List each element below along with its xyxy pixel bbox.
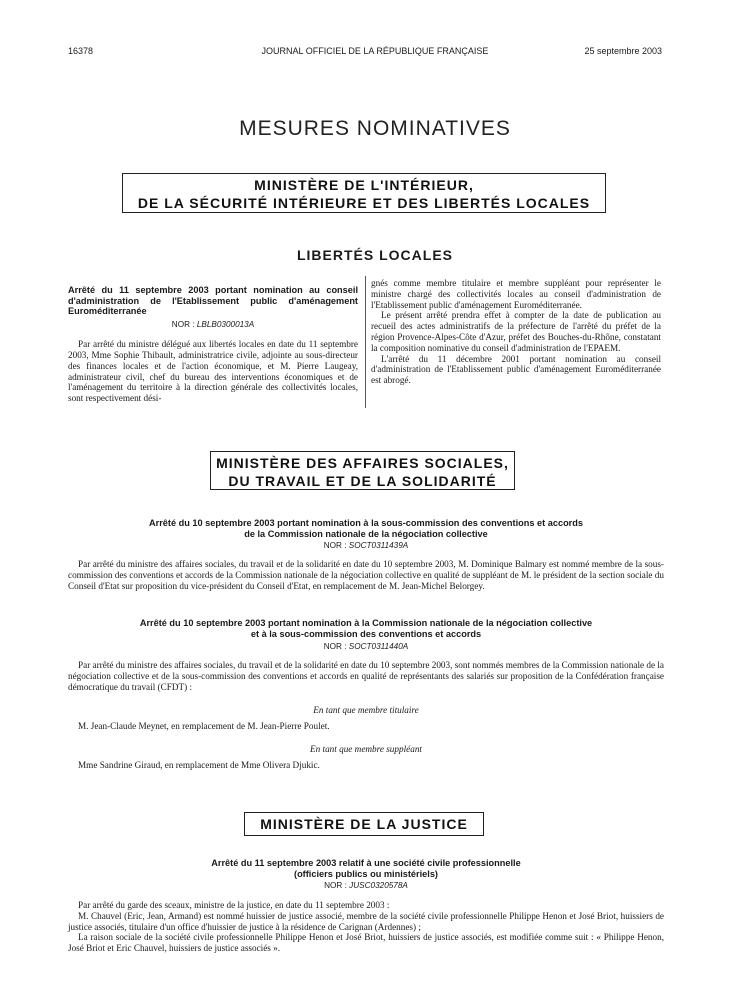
- ministry-justice-box: [244, 812, 484, 836]
- journal-title: JOURNAL OFFICIEL DE LA RÉPUBLIQUE FRANÇAISE: [261, 46, 489, 56]
- ministry-interior-line1: MINISTÈRE DE L'INTÉRIEUR,: [254, 177, 474, 193]
- page-number: 16378: [68, 46, 94, 56]
- ministry-social-affairs-box: [210, 451, 515, 490]
- article4-paragraph3: La raison sociale de la société civile professionnelle Philippe Henon et José Briot, huissiers de justice associés, est modifiée comme suit : « Philippe Henon, José Briot et Eric Chauvel, huissiers de justice associés ».: [68, 932, 664, 954]
- column-divider: [365, 276, 366, 408]
- article3-nor-label: NOR :: [323, 642, 347, 651]
- article4-title-line2: (officiers publics ou ministériels): [294, 868, 438, 879]
- article1-left-column: [68, 285, 358, 404]
- article2-title-line2: de la Commission nationale de la négociation collective: [244, 528, 488, 539]
- ministry-justice-line1: MINISTÈRE DE LA JUSTICE: [260, 816, 468, 832]
- article3-title-line2: et à la sous-commission des conventions et accords: [250, 628, 482, 639]
- page-date: 25 septembre 2003: [584, 46, 662, 56]
- article3-paragraph1: Par arrêté du ministre des affaires sociales, du travail et de la solidarité en date du 10 septembre 2003, sont nommés membres de la Commission nationale de la négociation collective et de la sous-commission des conventions et accords en qualité de représentants des salariés sur proposition de la Confédération française démocratique du travail (CFDT) :: [68, 660, 664, 692]
- article3-nor-code: SOCT0311440A: [348, 642, 409, 651]
- article2-nor: [68, 541, 664, 550]
- article1-right-column: [371, 278, 661, 386]
- article1-title: Arrêté du 11 septembre 2003 portant nomination au conseil d'administration de l'Etablissement public d'aménagement Euroméditerranée: [68, 285, 358, 316]
- article3-item1: M. Jean-Claude Meynet, en remplacement de M. Jean-Pierre Poulet.: [78, 721, 330, 731]
- article1-nor-code: LBLB0300013A: [196, 319, 255, 329]
- article3-body: [68, 660, 664, 692]
- ministry-social-line1: MINISTÈRE DES AFFAIRES SOCIALES,: [216, 455, 509, 471]
- article2-body: [68, 559, 664, 591]
- article3-item2: Mme Sandrine Giraud, en remplacement de Mme Olivera Djukic.: [78, 760, 320, 770]
- article1-paragraph2: Le présent arrêté prendra effet à compter de la date de publication au recueil des actes administratifs de la préfecture de l'arrêté du préfet de la région Provence-Alpes-Côte d'Azur, préfet des Bouches-du-Rhône, constatant la composition nominative du conseil d'administration de l'EPAEM.: [371, 310, 661, 353]
- article3-subheading-titulaire: En tant que membre titulaire: [313, 705, 419, 715]
- article1-nor: [68, 320, 358, 331]
- article4-nor-code: JUSC0320578A: [349, 881, 408, 890]
- article3-title-line1: Arrêté du 10 septembre 2003 portant nomination à la Commission nationale de la négociation collective: [139, 618, 593, 628]
- ministry-interior-box: [122, 173, 606, 213]
- article2-title: [68, 518, 664, 539]
- article4-paragraph2: M. Chauvel (Eric, Jean, Armand) est nommé huissier de justice associé, membre de la société civile professionnelle Philippe Henon et José Briot, huissiers de justice associés, titulaire d'un office d'huissier de justice à la résidence de Carignan (Ardennes) ;: [68, 910, 664, 932]
- article4-title-line1: Arrêté du 11 septembre 2003 relatif à une société civile professionnelle: [211, 858, 521, 868]
- article3-title: [68, 618, 664, 639]
- main-title: MESURES NOMINATIVES: [239, 117, 511, 140]
- article4-body: [68, 900, 664, 954]
- ministry-social-line2: DU TRAVAIL ET DE LA SOLIDARITÉ: [228, 473, 497, 489]
- article4-paragraph1: Par arrêté du garde des sceaux, ministre de la justice, en date du 11 septembre 2003 :: [78, 900, 390, 910]
- article2-nor-code: SOCT0311439A: [348, 541, 409, 550]
- article3-subheading-suppleant: En tant que membre suppléant: [310, 744, 422, 754]
- article1-paragraph1: Par arrêté du ministre délégué aux libertés locales en date du 11 septembre 2003, Mme Sophie Thibault, administratrice civile, adjointe au sous-directeur des finances locales et de l'action économique, et M. Pierre Laugeay, administrateur civil, chef du bureau des interventions économiques et de l'aménagement du territoire à la direction générale des collectivités locales, sont respectivement dési-: [68, 339, 358, 404]
- article4-nor-label: NOR :: [324, 881, 347, 890]
- article4-nor: [68, 881, 664, 890]
- article1-nor-label: NOR :: [171, 319, 195, 329]
- article1-paragraph1-continued: gnés comme membre titulaire et membre suppléant pour représenter le ministre chargé des collectivités locales au conseil d'administration de l'Etablissement public d'aménagement Euroméditerranée.: [371, 278, 661, 310]
- article3-nor: [68, 642, 664, 651]
- article2-nor-label: NOR :: [323, 541, 347, 550]
- article2-paragraph1: Par arrêté du ministre des affaires sociales, du travail et de la solidarité en date du 10 septembre 2003, M. Dominique Balmary est nommé membre de la sous-commission des conventions et accords de la Commission nationale de la négociation collective en qualité de suppléant de M. le président de la section sociale du Conseil d'Etat sur proposition du vice-président du Conseil d'Etat, en remplacement de M. Jean-Michel Belorgey.: [68, 559, 664, 591]
- article2-title-line1: Arrêté du 10 septembre 2003 portant nomination à la sous-commission des conventions et accords: [149, 518, 583, 528]
- article1-paragraph3: L'arrêté du 11 décembre 2001 portant nomination au conseil d'administration de l'Etablissement public d'aménagement Euroméditerranée est abrogé.: [371, 353, 661, 386]
- ministry-interior-line2: DE LA SÉCURITÉ INTÉRIEURE ET DES LIBERTÉS LOCALES: [137, 195, 591, 211]
- section-title-libertes: LIBERTÉS LOCALES: [296, 247, 453, 263]
- article4-title: [68, 858, 664, 879]
